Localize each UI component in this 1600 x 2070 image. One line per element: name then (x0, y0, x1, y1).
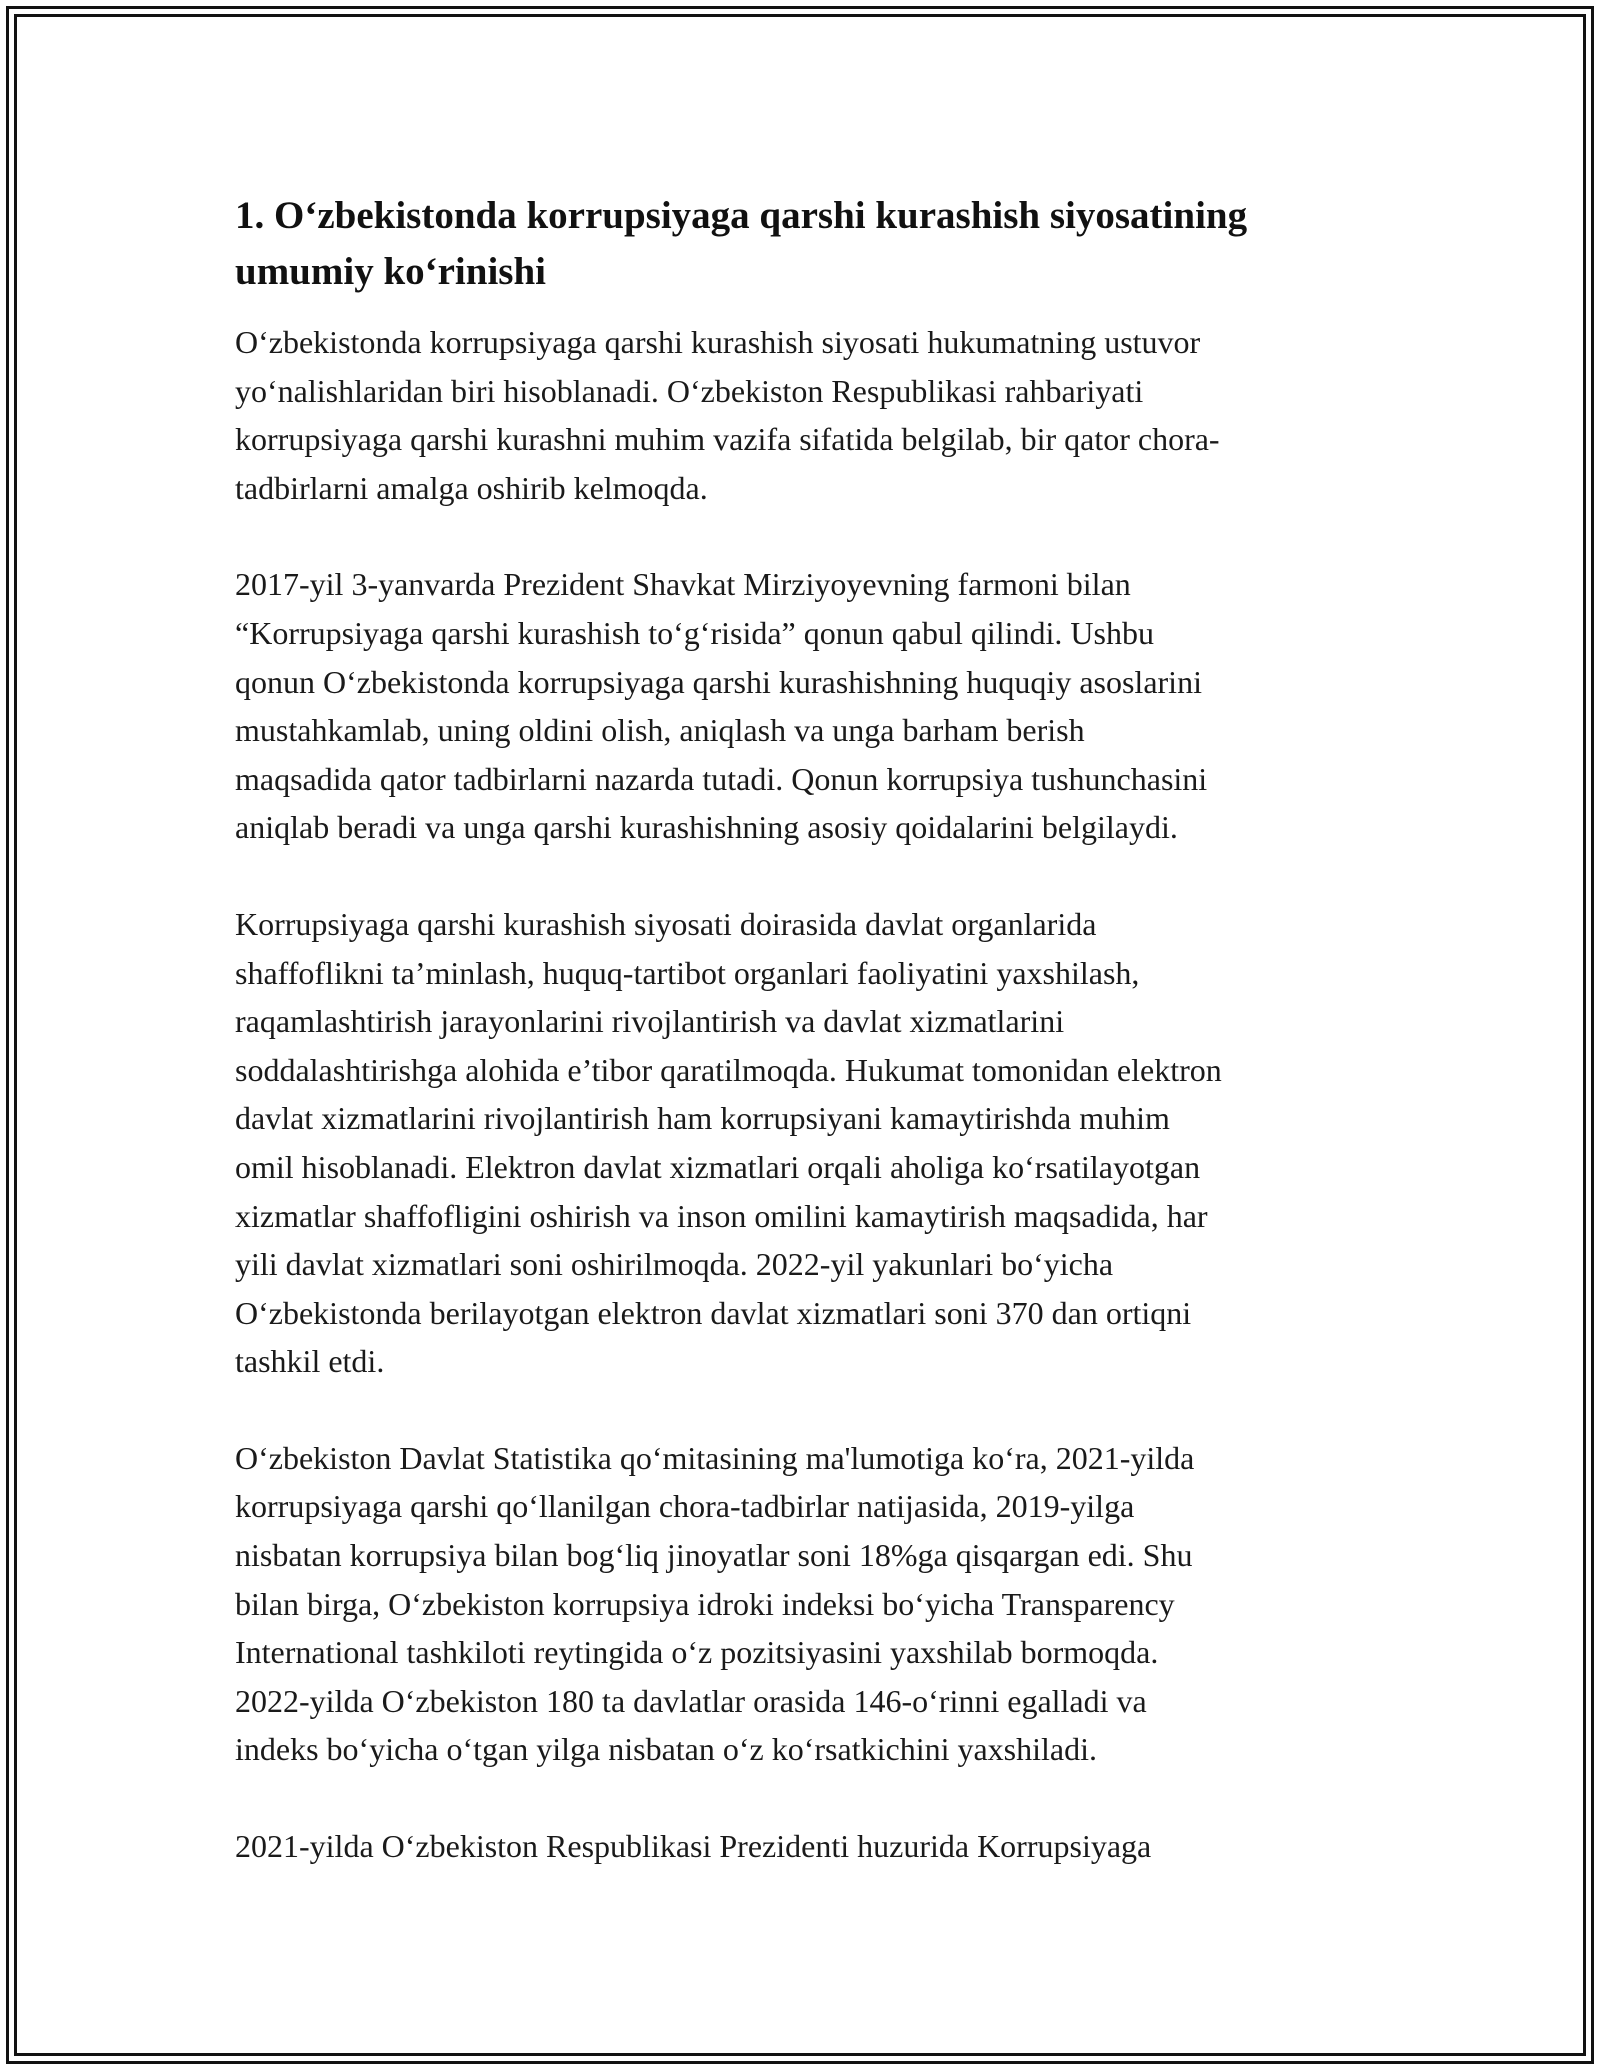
text-line: korrupsiyaga qarshi kurashni muhim vazifa sifatida belgilab, bir qator chora- (235, 421, 1220, 458)
text-line: nisbatan korrupsiya bilan bog‘liq jinoyatlar soni 18%ga qisqargan edi. Shu (235, 1537, 1193, 1574)
text-line: 2017-yil 3-yanvarda Prezident Shavkat Mirziyoyevning farmoni bilan (235, 566, 1131, 603)
text-line: yili davlat xizmatlari soni oshirilmoqda. 2022-yil yakunlari bo‘yicha (235, 1246, 1114, 1283)
text-line: Korrupsiyaga qarshi kurashish siyosati doirasida davlat organlarida (235, 905, 1097, 942)
paragraph (235, 900, 1375, 1386)
text-line: korrupsiyaga qarshi qo‘llanilgan chora-tadbirlar natijasida, 2019-yilga (235, 1488, 1135, 1525)
text-line: 2021-yilda O‘zbekiston Respublikasi Prezidenti huzurida Korrupsiyaga (235, 1828, 1152, 1865)
text-line: shaffoflikni ta’minlash, huquq-tartibot organlari faoliyatini yaxshilash, (235, 954, 1140, 991)
text-line: maqsadida qator tadbirlarni nazarda tutadi. Qonun korrupsiya tushunchasini (235, 760, 1208, 797)
paragraph (235, 318, 1375, 512)
text-line: 2022-yilda O‘zbekiston 180 ta davlatlar orasida 146-o‘rinni egalladi va (235, 1682, 1147, 1719)
text-line: bilan birga, O‘zbekiston korrupsiya idroki indeksi bo‘yicha Transparency (235, 1585, 1175, 1622)
paragraph (235, 1434, 1375, 1774)
heading-line: 1. O‘zbekistonda korrupsiyaga qarshi kurashish siyosatining (235, 194, 1248, 237)
text-line: indeks bo‘yicha o‘tgan yilga nisbatan o‘z ko‘rsatkichini yaxshiladi. (235, 1731, 1097, 1768)
paragraph (235, 560, 1375, 852)
section-heading (235, 188, 1375, 300)
paragraph (235, 1822, 1375, 1871)
text-line: aniqlab beradi va unga qarshi kurashishning asosiy qoidalarini belgilaydi. (235, 809, 1178, 846)
heading-line: umumiy ko‘rinishi (235, 250, 546, 293)
text-line: davlat xizmatlarini rivojlantirish ham korrupsiyani kamaytirishda muhim (235, 1100, 1170, 1137)
text-line: qonun O‘zbekistonda korrupsiyaga qarshi kurashishning huquqiy asoslarini (235, 663, 1202, 700)
document-body (235, 188, 1375, 1871)
text-line: omil hisoblanadi. Elektron davlat xizmatlari orqali aholiga ko‘rsatilayotgan (235, 1148, 1201, 1185)
text-line: tadbirlarni amalga oshirib kelmoqda. (235, 469, 708, 506)
text-line: O‘zbekistonda korrupsiyaga qarshi kurashish siyosati hukumatning ustuvor (235, 324, 1201, 360)
text-line: O‘zbekistonda berilayotgan elektron davlat xizmatlari soni 370 dan ortiqni (235, 1294, 1192, 1331)
text-line: soddalashtirishga alohida e’tibor qaratilmoqda. Hukumat tomonidan elektron (235, 1051, 1222, 1088)
text-line: International tashkiloti reytingida o‘z pozitsiyasini yaxshilab bormoqda. (235, 1634, 1159, 1671)
text-line: mustahkamlab, uning oldini olish, aniqlash va unga barham berish (235, 712, 1085, 749)
text-line: tashkil etdi. (235, 1343, 385, 1380)
text-line: xizmatlar shaffofligini oshirish va inson omilini kamaytirish maqsadida, har (235, 1197, 1208, 1234)
text-line: O‘zbekiston Davlat Statistika qo‘mitasining ma'lumotiga ko‘ra, 2021-yilda (235, 1439, 1195, 1476)
text-line: “Korrupsiyaga qarshi kurashish to‘g‘risida” qonun qabul qilindi. Ushbu (235, 614, 1154, 651)
text-line: raqamlashtirish jarayonlarini rivojlantirish va davlat xizmatlarini (235, 1003, 1065, 1040)
text-line: yo‘nalishlaridan biri hisoblanadi. O‘zbekiston Respublikasi rahbariyati (235, 372, 1144, 409)
